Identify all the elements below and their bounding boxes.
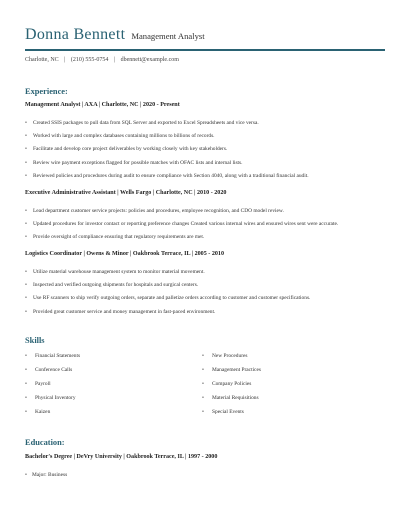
skill-item: • Conference Calls xyxy=(25,367,175,381)
skill-item: • Payroll xyxy=(25,381,175,395)
job-bullet: • Reviewed policies and procedures during audit to ensure compliance with Section 4040, along with a traditional financial audit. xyxy=(25,173,395,186)
skills-right-column xyxy=(202,353,352,423)
education-detail: • Major: Business xyxy=(25,472,67,478)
job-bullet: • Worked with large and complex databases containing millions to billions of records. xyxy=(25,133,395,146)
contact-phone: (210) 555-0754 xyxy=(70,57,109,63)
job-bullets xyxy=(25,269,395,322)
skill-item: • Physical Inventory xyxy=(25,395,175,409)
contact-location: Charlotte, NC xyxy=(25,57,59,63)
skill-item: • Kaizen xyxy=(25,409,175,423)
job-title: Management Analyst | AXA | Charlotte, NC | 2020 - Present xyxy=(25,102,180,108)
job-bullet: • Provided great customer service and money management in fast-paced environment. xyxy=(25,309,395,322)
job-title: Logistics Coordinator | Owens & Minor | Oakbrook Terrace, IL | 2005 - 2010 xyxy=(25,251,225,257)
job-bullets xyxy=(25,208,395,248)
skill-item: • Financial Statements xyxy=(25,353,175,367)
candidate-title: Management Analyst xyxy=(131,31,205,41)
job-title: Executive Administrative Assistant | Wells Fargo | Charlotte, NC | 2010 - 2020 xyxy=(25,190,227,196)
job-bullet: • Facilitate and develop core project deliverables by working closely with key stakeholders. xyxy=(25,146,395,159)
degree-line: Bachelor's Degree | DeVry University | Oakbrook Terrace, IL | 1997 - 2000 xyxy=(25,454,218,460)
job-bullet: • Created SSIS packages to pull data from SQL Server and exported to Excel Spreadsheets and vice versa. xyxy=(25,120,395,133)
job-bullets xyxy=(25,120,395,186)
skill-item: • Company Policies xyxy=(202,381,352,395)
candidate-name: Donna Bennett xyxy=(25,26,126,43)
resume-header xyxy=(25,26,205,44)
skill-item: • Management Practices xyxy=(202,367,352,381)
skills-heading: Skills xyxy=(25,336,45,345)
job-bullet: • Use RF scanners to ship verify outgoing orders, separate and palletize orders according to customer and customer specifications. xyxy=(25,295,395,308)
skills-left-column xyxy=(25,353,175,423)
job-bullet: • Updated procedures for investor contact or reporting preference changes Created various internal wires and ensured wires sent were accurate. xyxy=(25,221,395,234)
skill-item: • New Procedures xyxy=(202,353,352,367)
header-divider xyxy=(25,49,385,51)
skill-item: • Material Requisitions xyxy=(202,395,352,409)
job-bullet: • Provide oversight of compliance ensuring that regulatory requirements are met. xyxy=(25,234,395,247)
contact-separator: | xyxy=(113,57,116,63)
job-bullet: • Utilize material warehouse management system to monitor material movement. xyxy=(25,269,395,282)
education-details xyxy=(25,472,67,478)
education-heading: Education: xyxy=(25,438,65,447)
job-bullet: • Lead department customer service projects: policies and procedures, employee recognition, and CDO model review. xyxy=(25,208,395,221)
experience-heading: Experience: xyxy=(25,87,68,96)
skill-item: • Special Events xyxy=(202,409,352,423)
contact-line xyxy=(25,57,179,63)
contact-separator: | xyxy=(64,57,66,63)
contact-email[interactable]: dbennett@example.com xyxy=(120,57,179,63)
job-bullet: • Inspected and verified outgoing shipments for hospitals and surgical centers. xyxy=(25,282,395,295)
job-bullet: • Review wire payment exceptions flagged for possible matches with OFAC lists and internal lists. xyxy=(25,160,395,173)
